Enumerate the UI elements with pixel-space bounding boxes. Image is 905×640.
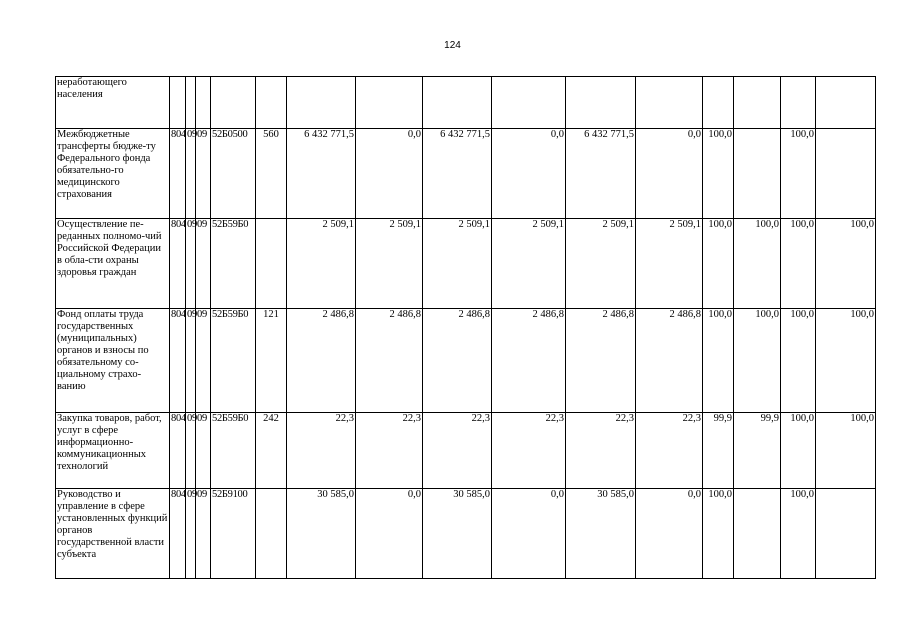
cell-item-name: Осуществление пе-реданных полномо-чий Российской Федерации в обла-сти охраны здоровья граждан — [56, 219, 170, 309]
cell-amount-2: 2 509,1 — [356, 219, 423, 309]
cell-subsection-code — [196, 77, 211, 129]
cell-amount-5 — [566, 77, 636, 129]
cell-amount-5: 6 432 771,5 — [566, 129, 636, 219]
cell-target-article-code: 52Б59Б0 — [211, 413, 256, 489]
cell-amount-1: 22,3 — [287, 413, 356, 489]
cell-amount-5: 22,3 — [566, 413, 636, 489]
cell-grbs-code: 804 — [170, 413, 186, 489]
cell-subsection-code: 09 — [196, 129, 211, 219]
cell-percent-1: 99,9 — [703, 413, 734, 489]
cell-item-name: Межбюджетные трансферты бюдже-ту Федерального фонда обязательно-го медицинского страхования — [56, 129, 170, 219]
cell-amount-2: 0,0 — [356, 129, 423, 219]
cell-amount-6: 0,0 — [636, 129, 703, 219]
cell-amount-1: 2 486,8 — [287, 309, 356, 413]
cell-grbs-code — [170, 77, 186, 129]
cell-expense-type-code — [256, 77, 287, 129]
cell-section-code: 09 — [186, 129, 196, 219]
cell-amount-3: 6 432 771,5 — [423, 129, 492, 219]
cell-percent-3 — [781, 77, 816, 129]
table-row — [56, 309, 876, 413]
cell-amount-2: 0,0 — [356, 489, 423, 579]
cell-target-article-code — [211, 77, 256, 129]
cell-percent-4: 100,0 — [816, 219, 876, 309]
cell-target-article-code: 52Б59Б0 — [211, 219, 256, 309]
cell-subsection-code: 09 — [196, 219, 211, 309]
cell-expense-type-code — [256, 489, 287, 579]
cell-expense-type-code: 560 — [256, 129, 287, 219]
table-row — [56, 77, 876, 129]
cell-item-name: Фонд оплаты труда государственных (муниципальных) органов и взносы по обязательному со-циальному страхо-ванию — [56, 309, 170, 413]
cell-percent-3: 100,0 — [781, 489, 816, 579]
cell-amount-5: 2 486,8 — [566, 309, 636, 413]
cell-amount-1: 30 585,0 — [287, 489, 356, 579]
cell-section-code: 09 — [186, 489, 196, 579]
cell-item-name: Руководство и управление в сфере установленных функций органов государственной власти субъекта — [56, 489, 170, 579]
cell-target-article-code: 52Б0500 — [211, 129, 256, 219]
cell-percent-4 — [816, 489, 876, 579]
cell-percent-1: 100,0 — [703, 309, 734, 413]
cell-percent-2: 100,0 — [734, 309, 781, 413]
cell-amount-6: 2 486,8 — [636, 309, 703, 413]
cell-percent-1 — [703, 77, 734, 129]
table-row — [56, 413, 876, 489]
cell-amount-2: 2 486,8 — [356, 309, 423, 413]
cell-target-article-code: 52Б9100 — [211, 489, 256, 579]
cell-amount-4: 0,0 — [492, 489, 566, 579]
cell-percent-3: 100,0 — [781, 219, 816, 309]
table-row — [56, 489, 876, 579]
cell-grbs-code: 804 — [170, 309, 186, 413]
cell-expense-type-code: 121 — [256, 309, 287, 413]
cell-amount-3 — [423, 77, 492, 129]
cell-amount-4: 2 509,1 — [492, 219, 566, 309]
cell-section-code — [186, 77, 196, 129]
cell-percent-2 — [734, 129, 781, 219]
cell-percent-3: 100,0 — [781, 129, 816, 219]
cell-amount-3: 2 486,8 — [423, 309, 492, 413]
cell-amount-4: 22,3 — [492, 413, 566, 489]
cell-item-name: Закупка товаров, работ, услуг в сфере информационно-коммуникационных технологий — [56, 413, 170, 489]
cell-percent-4 — [816, 77, 876, 129]
cell-grbs-code: 804 — [170, 129, 186, 219]
cell-amount-1: 6 432 771,5 — [287, 129, 356, 219]
cell-grbs-code: 804 — [170, 489, 186, 579]
cell-amount-4 — [492, 77, 566, 129]
cell-percent-3: 100,0 — [781, 413, 816, 489]
table-body — [56, 77, 876, 579]
cell-section-code: 09 — [186, 219, 196, 309]
cell-amount-1: 2 509,1 — [287, 219, 356, 309]
cell-subsection-code: 09 — [196, 413, 211, 489]
cell-amount-1 — [287, 77, 356, 129]
budget-table — [55, 76, 876, 579]
cell-section-code: 09 — [186, 309, 196, 413]
cell-percent-1: 100,0 — [703, 489, 734, 579]
cell-amount-6 — [636, 77, 703, 129]
cell-subsection-code: 09 — [196, 309, 211, 413]
cell-percent-4: 100,0 — [816, 413, 876, 489]
cell-grbs-code: 804 — [170, 219, 186, 309]
cell-section-code: 09 — [186, 413, 196, 489]
cell-percent-1: 100,0 — [703, 219, 734, 309]
cell-percent-2: 99,9 — [734, 413, 781, 489]
cell-amount-5: 2 509,1 — [566, 219, 636, 309]
cell-target-article-code: 52Б59Б0 — [211, 309, 256, 413]
cell-percent-4 — [816, 129, 876, 219]
page-number: 124 — [444, 40, 461, 51]
cell-amount-2: 22,3 — [356, 413, 423, 489]
cell-percent-1: 100,0 — [703, 129, 734, 219]
cell-percent-2 — [734, 77, 781, 129]
cell-expense-type-code: 242 — [256, 413, 287, 489]
cell-amount-4: 2 486,8 — [492, 309, 566, 413]
cell-amount-3: 2 509,1 — [423, 219, 492, 309]
cell-amount-3: 22,3 — [423, 413, 492, 489]
cell-amount-6: 0,0 — [636, 489, 703, 579]
table-row — [56, 219, 876, 309]
cell-item-name: неработающего населения — [56, 77, 170, 129]
cell-percent-2: 100,0 — [734, 219, 781, 309]
cell-expense-type-code — [256, 219, 287, 309]
cell-amount-3: 30 585,0 — [423, 489, 492, 579]
cell-percent-4: 100,0 — [816, 309, 876, 413]
cell-amount-5: 30 585,0 — [566, 489, 636, 579]
cell-percent-3: 100,0 — [781, 309, 816, 413]
table-row — [56, 129, 876, 219]
cell-amount-2 — [356, 77, 423, 129]
cell-subsection-code: 09 — [196, 489, 211, 579]
cell-percent-2 — [734, 489, 781, 579]
cell-amount-6: 2 509,1 — [636, 219, 703, 309]
cell-amount-6: 22,3 — [636, 413, 703, 489]
cell-amount-4: 0,0 — [492, 129, 566, 219]
